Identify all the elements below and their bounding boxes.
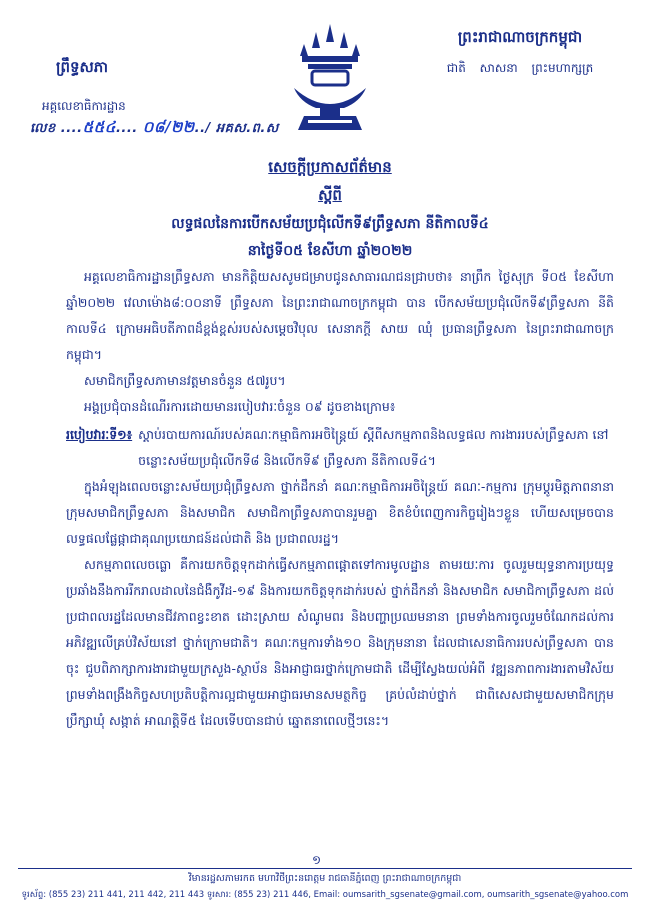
title-press-release: សេចក្តីប្រកាសព័ត៌មាន [268,158,392,176]
fax-label: ទូរសារ: [206,890,232,900]
department-name: អគ្គលេខាធិការដ្ឋាន [42,99,126,113]
email-yahoo[interactable]: oumsarith_sgsenate@yahoo.com [487,890,629,900]
header-left [26,58,276,116]
ref-date: ០៨/២២ [142,118,195,136]
national-motto: ជាតិ សាសនា ព្រះមហាក្សត្រ [446,61,594,75]
paragraph-agenda-intro: អង្គប្រជុំបានដំណើរការដោយមានរបៀបវារៈចំនួន ០៩ ដូចខាងក្រោម៖ [84,399,396,414]
page-number: ១ [312,853,322,867]
agenda-item-1 [66,422,614,474]
reference-number: លេខ ....៥៥៤.... ០៨/២២../ អគស.ព.ស [30,118,279,136]
institution-name: ព្រឹទ្ធសភា [56,58,109,76]
footer-address: វិមានរដ្ឋសភាមរកត មហាវិថីព្រះនរោត្តម រាជធានីភ្នំពេញ ព្រះរាជាណាចក្រកម្ពុជា [188,873,462,884]
footer-contact [18,890,632,902]
senate-emblem-icon [282,22,378,134]
document-titles [60,158,600,262]
agenda-text: ស្តាប់របាយការណ៍របស់គណៈកម្មាធិការអចិន្ត្រៃយ៍ ស្តីពីសកម្មភាពនិងលទ្ធផល ការងាររបស់ព្រឹទ្ធសភា នៅចន្លោះសម័យប្រជុំលើកទី៨ និងលើកទី៩ ព្រឹទ្ធសភា នីតិកាលទី៤។ [138,427,609,468]
tel-label: ទូរស័ព្ទ: [21,890,47,900]
paragraph-activities: ក្នុងអំឡុងពេលចន្លោះសម័យប្រជុំព្រឹទ្ធសភា ថ្នាក់ដឹកនាំ គណៈកម្មាធិការអចិន្ត្រៃយ៍ គណៈ-កម្មការ ក្រុមប្តូរមិត្តភាពនានា ក្រុមសមាជិកព្រឹទ្ធសភា និងសមាជិក សមាជិកាព្រឹទ្ធសភាបានរួមគ្នា ខិតខំបំពេញការកិច្ចរៀងៗខ្លួន ហើយសម្រេចបានលទ្ធផលផ្លែផ្កាជាគុណប្រយោជន៍ដល់ជាតិ និង ប្រជាពលរដ្ឋ។ [66,479,614,546]
paragraph-highlights: សកម្មភាពលេចធ្លោ គឺការយកចិត្តទុកដាក់ធ្វើសកម្មភាពផ្តោតទៅការមូលដ្ឋាន តាមរយៈការ ចូលរួមយុទ្ធនាការប្រយុទ្ធប្រឆាំងនឹងការរីករាលដាលនៃជំងឺកូវីដ-១៩ និងការយកចិត្តទុកដាក់របស់ ថ្នាក់ដឹកនាំ និងសមាជិក សមាជិកាព្រឹទ្ធសភា ដល់ប្រជាពលរដ្ឋដែលមានជីវភាពខ្វះខាត ដោះស្រាយ សំណូមពរ និងបញ្ហាប្រឈមនានា ព្រមទាំងការចូលរួមចំណែកដល់ការអភិវឌ្ឍលើគ្រប់វិស័យនៅ ថ្នាក់ក្រោមជាតិ។ គណៈកម្មការទាំង១០ និងក្រុមនានា ដែលជាសេនាធិការរបស់ព្រឹទ្ធសភា បានចុះ ជួបពិភាក្សាការងារជាមួយក្រសួង-ស្ថាប័ន និងអាជ្ញាធរថ្នាក់ក្រោមជាតិ ដើម្បីស្វែងយល់អំពី វឌ្ឍនភាពការងារតាមវិស័យ ព្រមទាំងពង្រឹងកិច្ចសហប្រតិបត្តិការល្អជាមួយអាជ្ញាធរមានសមត្ថកិច្ច គ្រប់លំដាប់ថ្នាក់ ជាពិសេសជាមួយសមាជិកក្រុមប្រឹក្សាឃុំ សង្កាត់ អាណត្តិទី៥ ដែលទើបបានជាប់ ឆ្នោតនាពេលថ្មីៗនេះ។ [66,557,614,728]
header-right [420,28,620,78]
title-regarding: ស្តីពី [318,186,342,204]
kingdom-name: ព្រះរាជាណាចក្រកម្ពុជា [457,28,583,46]
agenda-label: របៀបវារៈទី១៖ [66,427,133,442]
email-gmail[interactable]: oumsarith_sgsenate@gmail.com, [342,890,485,900]
ref-suffix: អគស.ព.ស [215,121,279,136]
title-date: នាថ្ងៃទី០៥ ខែសីហា ឆ្នាំ២០២២ [247,243,413,259]
title-subject: លទ្ធផលនៃការបើកសម័យប្រជុំលើកទី៩ព្រឹទ្ធសភា នីតិកាលទី៤ [171,216,489,232]
ref-prefix: លេខ [30,121,56,136]
email-label: Email: [313,890,341,900]
tel-numbers: (855 23) 211 441, 211 442, 211 443 [48,890,205,900]
paragraph-attendance: សមាជិកព្រឹទ្ធសភាមានវត្តមានចំនួន ៥៧រូប។ [84,373,286,388]
ref-number: ៥៥៤ [82,118,116,136]
paragraph-intro: អគ្គលេខាធិការដ្ឋានព្រឹទ្ធសភា មានកិត្តិយសសូមជម្រាបជូនសាធារណជនជ្រាបថា៖ នាព្រឹក ថ្ងៃសុក្រ ទី០៥ ខែសីហា ឆ្នាំ២០២២ វេលាម៉ោង៨:០០នាទី ព្រឹទ្ធសភា នៃព្រះរាជាណាចក្រកម្ពុជា បាន បើកសម័យប្រជុំលើកទី៩ព្រឹទ្ធសភា នីតិកាលទី៤ ក្រោមអធិបតីភាពដ៏ខ្ពង់ខ្ពស់របស់សម្តេចវិបុល សេនាភក្តី សាយ ឈុំ ប្រធានព្រឹទ្ធសភា នៃព្រះរាជាណាចក្រកម្ពុជា។ [66,269,614,362]
fax-number: (855 23) 211 446, [234,890,311,900]
footer-divider [18,868,632,869]
document-body [66,264,614,734]
